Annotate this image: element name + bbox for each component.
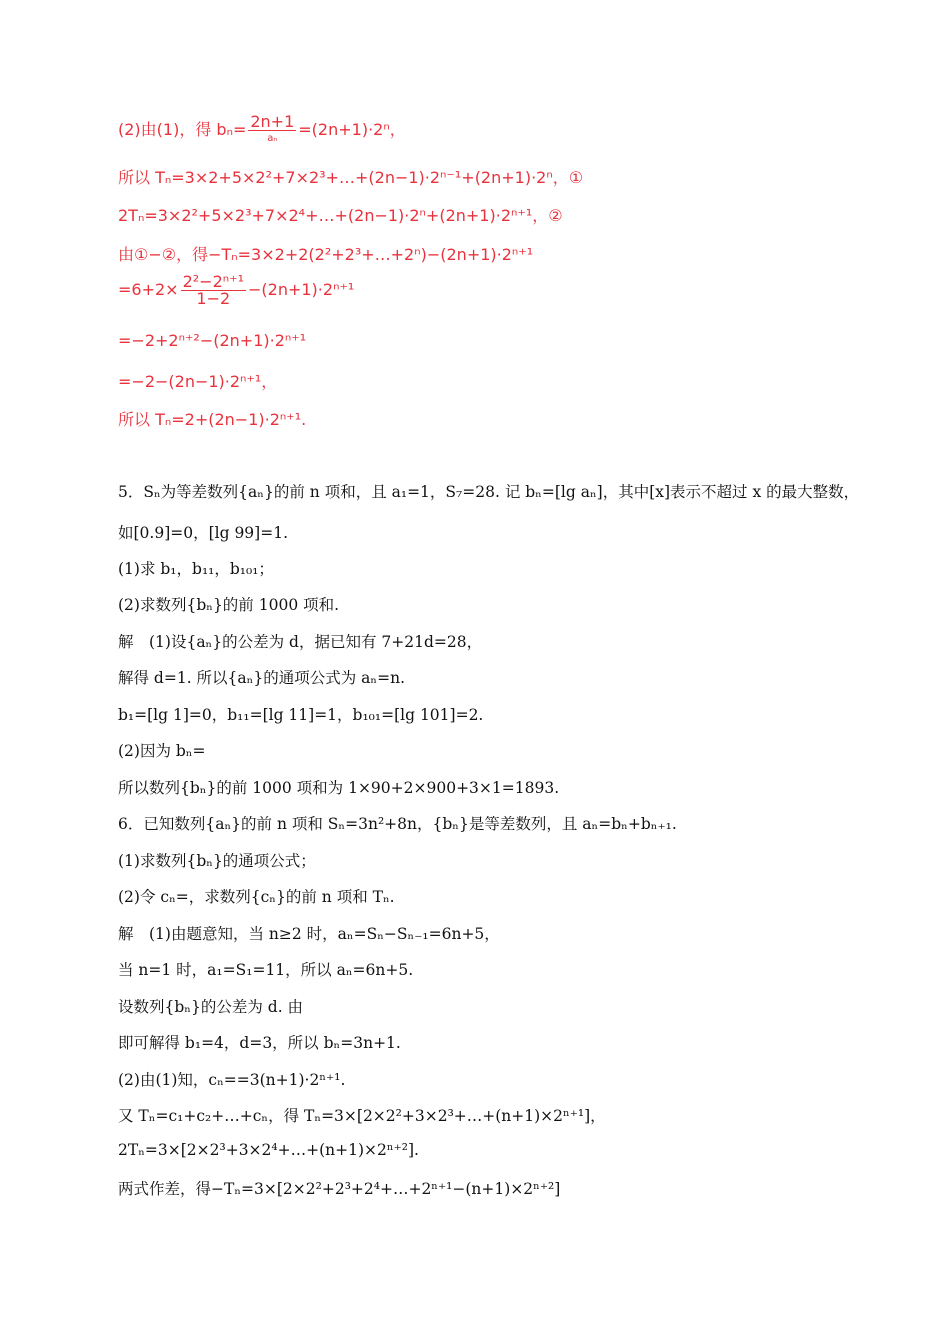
fraction-denominator: aₙ bbox=[267, 133, 278, 144]
solution-text: =(2n+1)·2ⁿ， bbox=[298, 120, 406, 139]
problem6-line-1: 6．已知数列{aₙ}的前 n 项和 Sₙ=3n²+8n，{bₙ}是等差数列，且 aₙ=bₙ+bₙ₊₁. bbox=[118, 815, 677, 833]
fraction bbox=[248, 114, 296, 147]
fraction-numerator: 2n+1 bbox=[250, 112, 295, 131]
problem6-line-6: 设数列{bₙ}的公差为 d. 由 bbox=[118, 998, 304, 1016]
fraction-denominator: 1−2 bbox=[196, 289, 231, 308]
solution-line-4: 由①−②，得−Tₙ=3×2+2(2²+2³+…+2ⁿ)−(2n+1)·2ⁿ⁺¹ bbox=[118, 245, 534, 264]
fraction-numerator: 2²−2ⁿ⁺¹ bbox=[182, 272, 244, 291]
problem5-line-1: 5．Sₙ为等差数列{aₙ}的前 n 项和，且 a₁=1，S₇=28. 记 bₙ=[lg aₙ]，其中[x]表示不超过 x 的最大整数， bbox=[118, 483, 860, 501]
problem6-line-3: (2)令 cₙ=，求数列{cₙ}的前 n 项和 Tₙ. bbox=[118, 888, 395, 906]
problem6-line-5: 当 n=1 时，a₁=S₁=11，所以 aₙ=6n+5. bbox=[118, 961, 414, 979]
problem6-line-7: 即可解得 b₁=4，d=3，所以 bₙ=3n+1. bbox=[118, 1034, 401, 1052]
problem5-line-4: (2)求数列{bₙ}的前 1000 项和. bbox=[118, 596, 340, 614]
solution-text: =6+2× bbox=[118, 280, 179, 299]
solution-line-7: =−2−(2n−1)·2ⁿ⁺¹， bbox=[118, 372, 278, 391]
fraction bbox=[181, 274, 246, 307]
problem6-line-11: 两式作差，得−Tₙ=3×[2×2²+2³+2⁴+…+2ⁿ⁺¹−(n+1)×2ⁿ⁺²] bbox=[118, 1180, 561, 1198]
problem5-line-9: 所以数列{bₙ}的前 1000 项和为 1×90+2×900+3×1=1893. bbox=[118, 779, 560, 797]
problem5-line-8: (2)因为 bₙ= bbox=[118, 742, 206, 760]
problem5-line-2: 如[0.9]=0，[lg 99]=1. bbox=[118, 524, 288, 542]
solution-line-6: =−2+2ⁿ⁺²−(2n+1)·2ⁿ⁺¹ bbox=[118, 331, 307, 350]
solution-line-5 bbox=[118, 274, 354, 307]
problem5-line-3: (1)求 b₁，b₁₁，b₁₀₁； bbox=[118, 560, 274, 578]
problem6-line-4: 解 (1)由题意知，当 n≥2 时，aₙ=Sₙ−Sₙ₋₁=6n+5， bbox=[118, 925, 500, 943]
problem5-line-7: b₁=[lg 1]=0，b₁₁=[lg 11]=1，b₁₀₁=[lg 101]=2. bbox=[118, 706, 484, 724]
solution-line-1 bbox=[118, 114, 406, 147]
problem5-line-6: 解得 d=1. 所以{aₙ}的通项公式为 aₙ=n. bbox=[118, 669, 405, 687]
solution-line-8: 所以 Tₙ=2+(2n−1)·2ⁿ⁺¹. bbox=[118, 410, 307, 429]
problem5-line-5: 解 (1)设{aₙ}的公差为 d，据已知有 7+21d=28， bbox=[118, 633, 483, 651]
solution-line-3: 2Tₙ=3×2²+5×2³+7×2⁴+…+(2n−1)·2ⁿ+(2n+1)·2ⁿ⁺¹，② bbox=[118, 206, 563, 225]
solution-text: (2)由(1)，得 bₙ= bbox=[118, 120, 247, 139]
solution-text: −(2n+1)·2ⁿ⁺¹ bbox=[248, 280, 355, 299]
solution-line-2: 所以 Tₙ=3×2+5×2²+7×2³+…+(2n−1)·2ⁿ⁻¹+(2n+1)·2ⁿ，① bbox=[118, 168, 584, 187]
problem6-line-8: (2)由(1)知，cₙ==3(n+1)·2ⁿ⁺¹. bbox=[118, 1071, 346, 1089]
problem6-line-10: 2Tₙ=3×[2×2³+3×2⁴+…+(n+1)×2ⁿ⁺²]. bbox=[118, 1141, 419, 1159]
problem6-line-9: 又 Tₙ=c₁+c₂+…+cₙ，得 Tₙ=3×[2×2²+3×2³+…+(n+1)×2ⁿ⁺¹]， bbox=[118, 1107, 606, 1125]
problem6-line-2: (1)求数列{bₙ}的通项公式； bbox=[118, 852, 316, 870]
